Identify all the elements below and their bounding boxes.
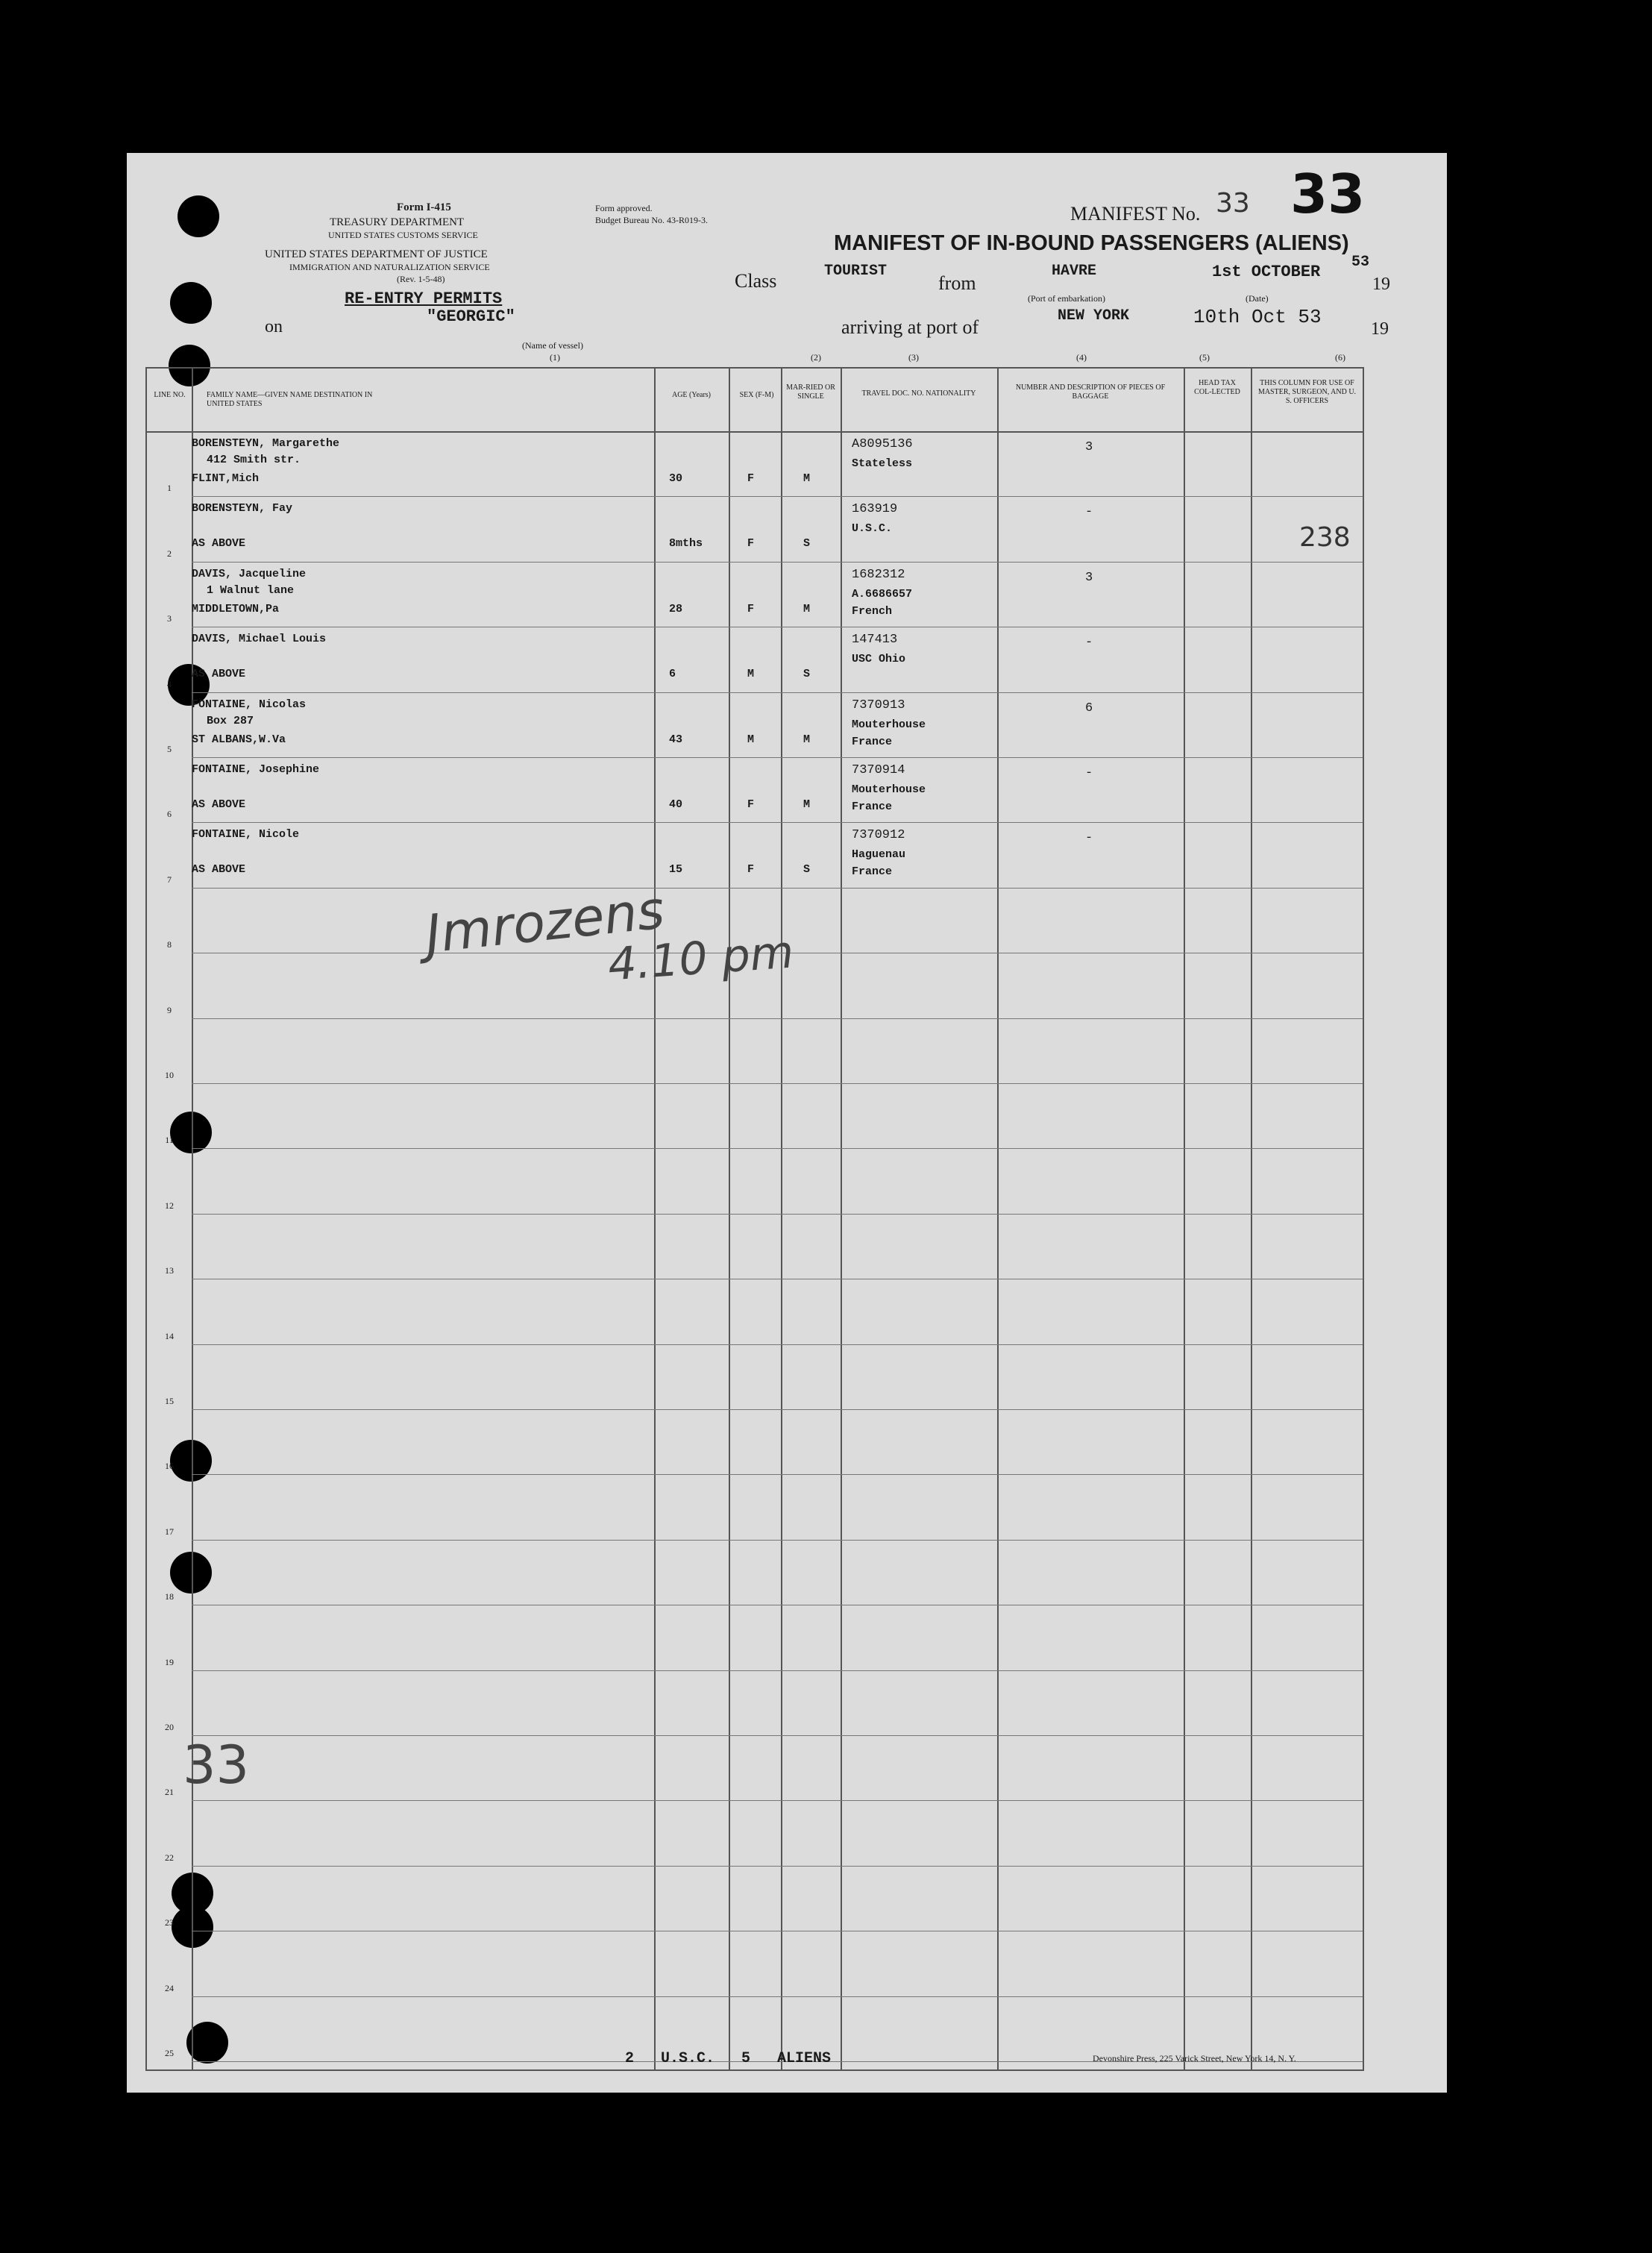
col-num: (1) <box>550 352 560 363</box>
passenger-dest-2: AS ABOVE <box>192 668 246 681</box>
arriving-label: arriving at port of <box>841 316 979 338</box>
line-number: 1 <box>167 483 172 494</box>
line-number: 5 <box>167 744 172 754</box>
passenger-sex: F <box>747 472 755 485</box>
row-rule <box>192 888 1363 889</box>
nationality: Mouterhouse <box>852 783 926 796</box>
col-head-name: FAMILY NAME—GIVEN NAME DESTINATION IN UNITED STATES <box>207 391 373 408</box>
on-label: on <box>265 317 283 336</box>
travel-doc-number: 163919 <box>852 502 898 517</box>
row-rule <box>192 1018 1363 1019</box>
col-head-married: MAR-RIED OR SINGLE <box>786 383 835 401</box>
passenger-dest-2: AS ABOVE <box>192 537 246 551</box>
row-rule <box>192 757 1363 758</box>
passenger-sex: M <box>747 668 755 681</box>
row-rule <box>192 1866 1363 1867</box>
treasury-label: TREASURY DEPARTMENT <box>330 216 465 228</box>
nationality: A.6686657 <box>852 587 913 601</box>
nationality: Stateless <box>852 457 913 470</box>
col-num: (3) <box>908 352 919 363</box>
travel-doc-number: A8095136 <box>852 437 913 451</box>
col-head-sex: SEX (F-M) <box>739 391 774 399</box>
passenger-age: 30 <box>669 472 683 485</box>
row-rule <box>192 562 1363 563</box>
line-number: 2 <box>167 548 172 559</box>
passenger-name: BORENSTEYN, Margarethe <box>192 437 340 450</box>
year-value: 53 <box>1351 254 1370 271</box>
passenger-dest-2: FLINT,Mich <box>192 472 260 485</box>
passenger-marital: S <box>803 863 811 877</box>
passenger-dest-2: ST ALBANS,W.Va <box>192 733 286 746</box>
from-value: HAVRE <box>1052 263 1097 280</box>
baggage-count: 3 <box>1085 570 1093 585</box>
travel-doc-number: 7370913 <box>852 698 905 712</box>
baggage-count: - <box>1085 505 1093 520</box>
justice-label: UNITED STATES DEPARTMENT OF JUSTICE <box>265 248 488 260</box>
passenger-marital: M <box>803 798 811 811</box>
row-rule <box>192 1474 1363 1475</box>
baggage-count: - <box>1085 831 1093 846</box>
col-head-travel: TRAVEL DOC. NO. NATIONALITY <box>861 389 976 398</box>
form-number: Form I-415 <box>397 201 451 213</box>
rev-label: (Rev. 1-5-48) <box>397 274 445 284</box>
budget-label: Budget Bureau No. 43-R019-3. <box>595 215 708 225</box>
class-label: Class <box>735 270 777 292</box>
handwritten-signature: Jmrozens <box>422 879 668 965</box>
page-title: MANIFEST OF IN-BOUND PASSENGERS (ALIENS) <box>834 231 1349 255</box>
line-number: 4 <box>167 678 172 689</box>
officer-note: 238 <box>1299 522 1351 553</box>
line-number: 20 <box>165 1722 174 1732</box>
date-caption: (Date) <box>1246 293 1269 304</box>
travel-doc-number: 1682312 <box>852 567 905 582</box>
nationality-2: French <box>852 604 893 618</box>
line-number: 3 <box>167 613 172 624</box>
side-number: 33 <box>183 1735 250 1796</box>
baggage-count: 3 <box>1085 440 1093 454</box>
from-label: from <box>938 272 976 294</box>
passenger-marital: S <box>803 668 811 681</box>
passenger-marital: M <box>803 602 811 615</box>
col-num: (5) <box>1199 352 1210 363</box>
approved-label: Form approved. <box>595 203 653 213</box>
line-number: 12 <box>165 1200 174 1211</box>
passenger-name: BORENSTEYN, Fay <box>192 502 293 516</box>
passenger-name: FONTAINE, Nicolas <box>192 698 307 711</box>
row-rule <box>192 1670 1363 1671</box>
travel-doc-number: 7370912 <box>852 828 905 843</box>
col-head-age: AGE (Years) <box>671 391 712 399</box>
passenger-age: 40 <box>669 798 683 811</box>
passenger-marital: M <box>803 733 811 746</box>
line-number: 17 <box>165 1526 174 1537</box>
passenger-sex: F <box>747 602 755 615</box>
row-rule <box>192 1409 1363 1410</box>
line-number: 19 <box>165 1656 174 1667</box>
nationality: U.S.C. <box>852 522 893 536</box>
line-number: 10 <box>165 1070 174 1080</box>
passenger-table <box>145 367 1364 2071</box>
row-rule <box>192 692 1363 693</box>
col-num: (2) <box>811 352 821 363</box>
line-number: 24 <box>165 1982 174 1993</box>
punch-hole <box>170 282 212 324</box>
col-head-headtax: HEAD TAX COL-LECTED <box>1194 379 1240 396</box>
embark-date: 1st OCTOBER <box>1212 263 1321 281</box>
line-number: 6 <box>167 809 172 820</box>
vessel-name: "GEORGIC" <box>427 307 515 326</box>
passenger-sex: F <box>747 798 755 811</box>
line-number: 11 <box>165 1135 174 1146</box>
passenger-name: FONTAINE, Nicole <box>192 828 300 842</box>
footer-summary: 2 U.S.C. 5 ALIENS <box>625 2050 832 2067</box>
row-rule <box>192 1540 1363 1541</box>
passenger-sex: F <box>747 537 755 551</box>
passenger-age: 43 <box>669 733 683 746</box>
year-prefix: 19 <box>1372 275 1390 294</box>
passenger-dest-2: AS ABOVE <box>192 863 246 877</box>
line-number: 7 <box>167 874 172 885</box>
line-number: 21 <box>165 1787 174 1798</box>
nationality-2: France <box>852 800 893 813</box>
line-number: 22 <box>165 1852 174 1863</box>
line-number: 15 <box>165 1396 174 1406</box>
row-rule <box>192 1148 1363 1149</box>
row-rule <box>192 1800 1363 1801</box>
manifest-number-large: 33 <box>1290 163 1366 225</box>
passenger-sex: F <box>747 863 755 877</box>
reentry-permits: RE-ENTRY PERMITS <box>345 289 503 308</box>
passenger-dest-2: MIDDLETOWN,Pa <box>192 602 280 615</box>
baggage-count: - <box>1085 766 1093 780</box>
row-rule <box>192 1996 1363 1997</box>
col-head-baggage: NUMBER AND DESCRIPTION OF PIECES OF BAGGAGE <box>1015 383 1166 401</box>
vessel-caption: (Name of vessel) <box>522 340 583 351</box>
nationality: Mouterhouse <box>852 718 926 731</box>
class-value: TOURIST <box>824 263 888 280</box>
row-rule <box>192 1083 1363 1084</box>
year-prefix-2: 19 <box>1371 319 1389 339</box>
row-rule <box>192 496 1363 497</box>
line-number: 9 <box>167 1004 172 1015</box>
col-head-officers: THIS COLUMN FOR USE OF MASTER, SURGEON, AND U. S. OFFICERS <box>1257 379 1357 405</box>
row-rule <box>192 1344 1363 1345</box>
col-head-line: LINE NO. <box>154 391 186 399</box>
nationality-2: France <box>852 735 893 748</box>
passenger-name: FONTAINE, Josephine <box>192 763 320 776</box>
passenger-marital: M <box>803 472 811 485</box>
nationality: Haguenau <box>852 848 906 862</box>
punch-hole <box>178 195 219 237</box>
ins-label: IMMIGRATION AND NATURALIZATION SERVICE <box>289 262 490 272</box>
manifest-number-small: 33 <box>1216 188 1250 219</box>
passenger-marital: S <box>803 537 811 551</box>
passenger-age: 28 <box>669 602 683 615</box>
passenger-dest-2: AS ABOVE <box>192 798 246 811</box>
travel-doc-number: 7370914 <box>852 763 905 777</box>
row-rule <box>192 822 1363 823</box>
arrival-date: 10th Oct 53 <box>1193 306 1322 328</box>
footer-press: Devonshire Press, 225 Varick Street, New York 14, N. Y. <box>1093 2053 1296 2064</box>
col-num: (4) <box>1076 352 1087 363</box>
port-embark-caption: (Port of embarkation) <box>1028 293 1105 304</box>
col-num: (6) <box>1335 352 1345 363</box>
passenger-age: 15 <box>669 863 683 877</box>
passenger-dest-1: 1 Walnut lane <box>207 583 295 597</box>
line-number: 23 <box>165 1917 174 1928</box>
arrival-port: NEW YORK <box>1058 307 1130 325</box>
row-rule <box>192 1735 1363 1736</box>
travel-doc-number: 147413 <box>852 633 898 648</box>
line-number: 16 <box>165 1461 174 1472</box>
passenger-sex: M <box>747 733 755 746</box>
handwritten-time: 4.10 pm <box>606 926 796 991</box>
passenger-name: DAVIS, Michael Louis <box>192 633 327 646</box>
nationality-2: France <box>852 865 893 879</box>
nationality: USC Ohio <box>852 653 906 666</box>
line-number: 8 <box>167 939 172 950</box>
passenger-name: DAVIS, Jacqueline <box>192 567 307 580</box>
passenger-dest-1: 412 Smith str. <box>207 454 301 466</box>
line-number: 13 <box>165 1265 174 1276</box>
passenger-dest-1: Box 287 <box>207 714 254 727</box>
passenger-age: 8mths <box>669 537 703 551</box>
baggage-count: 6 <box>1085 701 1093 715</box>
line-number: 25 <box>165 2048 174 2058</box>
line-number: 14 <box>165 1330 174 1341</box>
line-number: 18 <box>165 1591 174 1602</box>
manifest-label: MANIFEST No. <box>1070 203 1201 225</box>
row-rule <box>192 1214 1363 1215</box>
baggage-count: - <box>1085 636 1093 651</box>
customs-label: UNITED STATES CUSTOMS SERVICE <box>328 230 478 240</box>
passenger-age: 6 <box>669 668 676 681</box>
